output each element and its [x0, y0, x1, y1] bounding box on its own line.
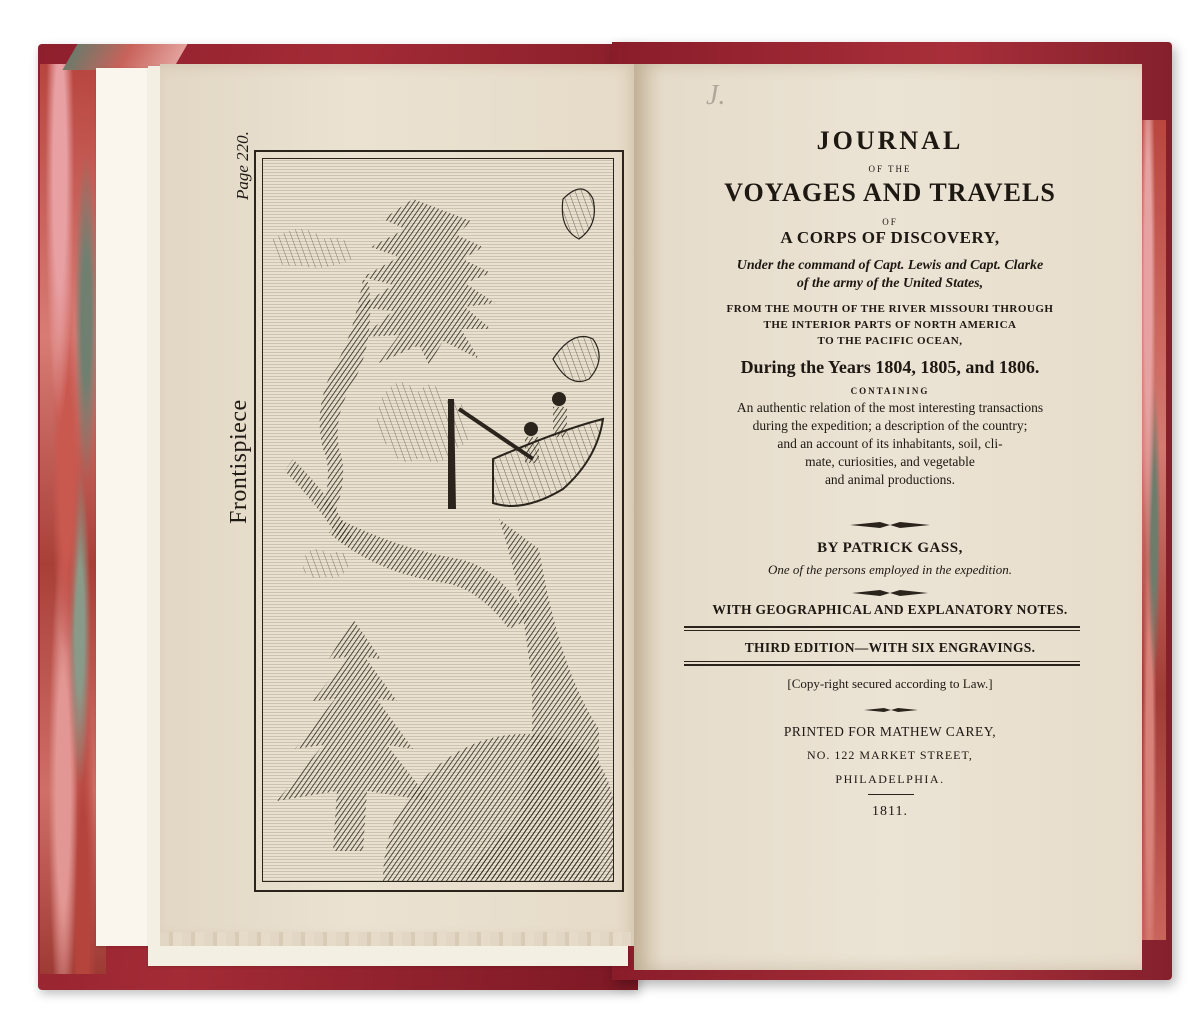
author-note: One of the persons employed in the expedition. [767, 562, 1013, 577]
ornament-divider [852, 588, 928, 598]
description-line: during the expedition; a description of the country; [752, 418, 1028, 433]
engraving-plate [262, 158, 614, 882]
description-line: mate, curiosities, and vegetable [805, 454, 975, 469]
publication-year: 1811. [872, 804, 908, 819]
rule-line [684, 630, 1080, 631]
years-line: During the Years 1804, 1805, and 1806. [740, 357, 1040, 377]
description-line: and animal productions. [824, 472, 956, 487]
title-corps: A CORPS OF DISCOVERY, [780, 228, 1000, 247]
rule-line [684, 661, 1080, 662]
route-line-1: FROM THE MOUTH OF THE RIVER MISSOURI THROUGH [726, 303, 1054, 315]
title-voyages: VOYAGES AND TRAVELS [724, 178, 1056, 207]
torn-edge [160, 932, 638, 946]
notes-line: WITH GEOGRAPHICAL AND EXPLANATORY NOTES. [712, 602, 1068, 617]
route-line-2: THE INTERIOR PARTS OF NORTH AMERICA [763, 319, 1017, 331]
containing-label: CONTAINING [850, 386, 930, 396]
title-journal: JOURNAL [816, 126, 964, 155]
frontispiece-caption: Frontispiece [226, 399, 252, 524]
rule-line [684, 626, 1080, 628]
street-line: NO. 122 MARKET STREET, [807, 748, 973, 762]
ornament-divider [850, 520, 930, 530]
description-line: An authentic relation of the most interesting transactions [736, 400, 1044, 415]
rule-line [684, 664, 1080, 666]
rule-line [868, 794, 914, 795]
city-line: PHILADELPHIA. [835, 772, 945, 786]
description-line: and an account of its inhabitants, soil, cli- [777, 436, 1003, 451]
pencil-annotation: J. [706, 80, 726, 111]
command-line-1: Under the command of Capt. Lewis and Capt. Clarke [736, 258, 1044, 273]
engraving-illustration [263, 159, 613, 881]
title-of: OF [882, 217, 898, 227]
author-line: BY PATRICK GASS, [817, 540, 963, 556]
title-of-the: OF THE [868, 164, 912, 174]
page-reference: Page 220. [233, 131, 252, 200]
copyright-line: [Copy-right secured according to Law.] [787, 676, 993, 691]
edition-line: THIRD EDITION—WITH SIX ENGRAVINGS. [744, 640, 1036, 655]
printer-line: PRINTED FOR MATHEW CAREY, [783, 724, 997, 739]
ornament-divider [864, 706, 918, 714]
command-line-2: of the army of the United States, [796, 276, 984, 291]
route-line-3: TO THE PACIFIC OCEAN, [817, 335, 963, 347]
